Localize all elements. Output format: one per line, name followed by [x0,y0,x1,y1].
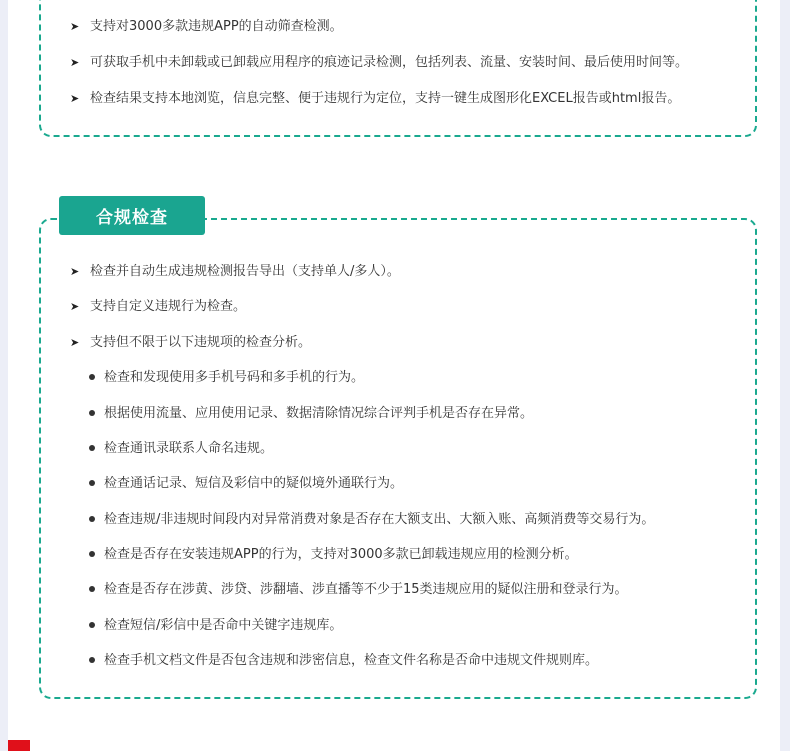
compliance-item-3 [70,335,311,351]
top-item-2-text: 可获取手机中未卸载或已卸载应用程序的痕迹记录检测，包括列表、流量、安装时间、最后使用时间等。 [90,55,689,70]
top-item-3 [70,91,680,107]
dot-bullet-icon [89,410,95,416]
dot-bullet-icon [89,622,95,628]
compliance-item-2 [70,299,246,315]
sub-item-1 [89,370,364,386]
top-item-2 [70,55,688,71]
dot-bullet-icon [89,551,95,557]
sub-item-5-text: 检查违规/非违规时间段内对异常消费对象是否存在大额支出、大额入账、高频消费等交易行为。 [104,512,655,527]
dot-bullet-icon [89,480,95,486]
sub-item-1-text: 检查和发现使用多手机号码和多手机的行为。 [104,370,365,385]
arrow-bullet-icon: ➤ [70,92,80,105]
sub-item-9 [89,653,598,669]
dot-bullet-icon [89,445,95,451]
sub-item-9-text: 检查手机文档文件是否包含违规和涉密信息，检查文件名称是否命中违规文件规则库。 [104,653,599,668]
top-item-1 [70,19,343,35]
arrow-bullet-icon: ➤ [70,300,80,313]
compliance-section-title: 合规检查 [59,196,205,235]
sub-item-4-text: 检查通话记录、短信及彩信中的疑似境外通联行为。 [104,476,404,491]
dot-bullet-icon [89,516,95,522]
arrow-bullet-icon: ➤ [70,265,80,278]
sub-item-6 [89,547,578,563]
red-corner-mark [8,740,30,751]
sub-item-3-text: 检查通讯录联系人命名违规。 [104,441,274,456]
right-page-rail [780,0,790,751]
sub-item-4 [89,476,403,492]
arrow-bullet-icon: ➤ [70,56,80,69]
top-item-1-text: 支持对3000多款违规APP的自动筛查检测。 [90,19,343,34]
left-page-rail [0,0,8,751]
sub-item-6-text: 检查是否存在安装违规APP的行为，支持对3000多款已卸载违规应用的检测分析。 [104,547,578,562]
compliance-item-3-text: 支持但不限于以下违规项的检查分析。 [90,335,312,350]
arrow-bullet-icon: ➤ [70,336,80,349]
compliance-item-2-text: 支持自定义违规行为检查。 [90,299,247,314]
sub-item-2 [89,406,533,422]
arrow-bullet-icon: ➤ [70,20,80,33]
compliance-item-1 [70,264,400,280]
sub-item-8 [89,618,342,634]
top-item-3-text: 检查结果支持本地浏览，信息完整、便于违规行为定位，支持一键生成图形化EXCEL报告或html报告。 [90,91,681,106]
sub-item-2-text: 根据使用流量、应用使用记录、数据清除情况综合评判手机是否存在异常。 [104,406,534,421]
dot-bullet-icon [89,657,95,663]
compliance-item-1-text: 检查并自动生成违规检测报告导出（支持单人/多人）。 [90,264,400,279]
sub-item-7 [89,582,628,598]
sub-item-8-text: 检查短信/彩信中是否命中关键字违规库。 [104,618,343,633]
sub-item-5 [89,512,654,528]
sub-item-7-text: 检查是否存在涉黄、涉贷、涉翻墙、涉直播等不少于15类违规应用的疑似注册和登录行为。 [104,582,628,597]
sub-item-3 [89,441,273,457]
dot-bullet-icon [89,374,95,380]
dot-bullet-icon [89,586,95,592]
